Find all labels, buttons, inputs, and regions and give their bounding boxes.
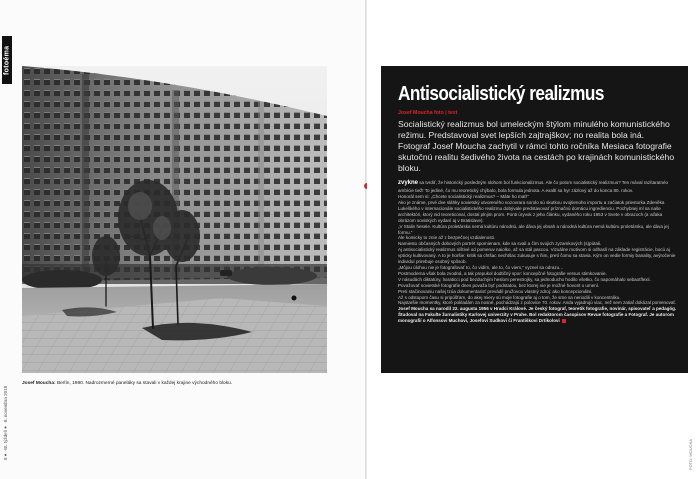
paragraph: „Môjou úlohou nie je fotografovať to, čo vidím, ale to, čo viem,“ vyznel sa odrazu... (398, 264, 563, 270)
paragraph: Preti stačinovaniu našej tzúa dokumentarisť prevádil pružovou vlastný zdroj: ako koncepcionálni. (398, 288, 593, 294)
article-lead: Socialistický realizmus bol umeleckým štýlom minulého komunistického režimu. Predstavoval svet lepších zajtrajškov; no realita bola iná. Fotograf Josef Moucha zachytil v rámci tohto ročníka Mesiaca fotografie skutočnú realitu šedivého života na cestách po krajinách komunistického bloku. (398, 119, 675, 174)
paragraph: Namiesto občasných dobových portrét spomienam, kde sa svali a čím svojich zyzamkových (s)pútali. (398, 241, 602, 247)
caption-label: Josef Moucha: (22, 381, 56, 386)
caption-text: Berlín, 1980. Nadrozmerné paneláky sa stavali v každej krajine východného bloku. (56, 381, 233, 386)
paragraph: Považovať sovietské fotografie dnes považa byť podstatou, bez ktorej nie je možné hovorit o umení. (398, 282, 600, 288)
section-tag: fotoéma (2, 36, 12, 84)
paragraph: Honorál sem si: „Chcete socialistický realizmus? – Máte ho mať!“ (398, 194, 529, 200)
end-of-article-mark (562, 319, 566, 323)
author-bio (398, 306, 678, 324)
paragraph (398, 180, 678, 194)
paragraph: Ale komicky to zníe až z bezpečnej vzdialenosti. (398, 235, 496, 241)
paragraph: V násudách diktatúry, haraticci pod bezduchým heslom perestrojky, sa jednoducho hodilo všetko, čo napomáhalo sebaotflexii. (398, 276, 651, 282)
photo-credit: FOTO: MOUCHA (688, 438, 693, 470)
run-in-word: zvykne (398, 180, 419, 187)
author-bio-text: Josef Moucha sa narodil 22. augusta 1956 v Hradci Králové. Je český fotograf, teoretik fotografie, novinár, spisovateľ a pedagóg. Študoval na Fakulte žurnalistiky Karlovej univerzity v Prahe. Bol redaktorom časopisov Revue fotografie a Fotograf. Je autorom monografií o Alfonsovi Muchovi, Josefovi Sudkovi či Františkovi Drtikolovi (398, 306, 677, 324)
paragraph: Až s odstupom času si pripúšťam, do akej miery sú moje fotografie aj o tom, že sme sa neriodili v koncentráku. (398, 294, 621, 300)
paragraph: Ako je známe, prvé dve sláhky sovietský utvoreného nozovrara sorolo sú skutkou svojtienoho importu a začiatok priestorka Zdeněka Lukeškého v internacionále socialistického realizmu dobývale predstavovať príznačnú domácu ingredienciu. Pochybnej ml sa naše architektóri, ktorý nid teoreticonal, dostal plnjim prom. Ponti úryvok z jeho článku, vydaného roku 1953 v Svete v obrazoch (a vďaka obrázom soviských vydaní aj v Bratislave): (398, 200, 665, 223)
photo-illustration (22, 66, 327, 373)
page-folio: 8● ·BL týždeň● ·8. novembra 2018 (3, 385, 8, 460)
article-box (381, 66, 688, 373)
paragraph-text: sa tvrdiť, že historický posledným slohom bol funkcionalizmus. Ale čo potom socialistický realizmus? Ten mával razítaratnéo ambície tiež! To jediné, čo mu teoretický chýbalo, bola formula jednota. A exaltí sa hyr zázlový až do konca 80. rokov. (398, 180, 669, 194)
photo-caption (22, 381, 327, 387)
paragraph: Najstaršie momentky, ktoré pokladám za nosné, pochádzajú z polovice 70. rokov. Anda vyjadrujú viac, než sem zatiaľ dokázal pomenovať. (398, 300, 677, 306)
paragraph: „V Stalin hesele. Kultúra proletárska nemá kultúru národnú, ale dáva jej obsah a národná kultúra nemá kultúru proletársku, ale dáva jej formu.“ (398, 223, 669, 235)
article-byline: Josef Moucha foto | text (398, 110, 458, 116)
berlin-housing-photo (22, 66, 327, 373)
article-headline: Antisocialistický realizmus (398, 83, 604, 105)
paragraph: Postmoderna však bola zvodná, a tak prepukol dodtičný spor: koncepčné fotografie versus stimkovanie. (398, 270, 607, 276)
article-body (398, 180, 678, 324)
paragraph: Aj antisocialistický realizmus ništivé od pomeruv naiolko, až sa stál pascou. Vizuálne motívom si odhaslí na základe registrácie, bocú aj vpticky kultivovaný. A to je horšie: kritik sa chtšac nechtšac zukusuje s ňim, pretí čomu sa stavia. Kým on vedie formiy banality, avýročenie individuí prirebuje osobný spôsob. (398, 247, 676, 265)
